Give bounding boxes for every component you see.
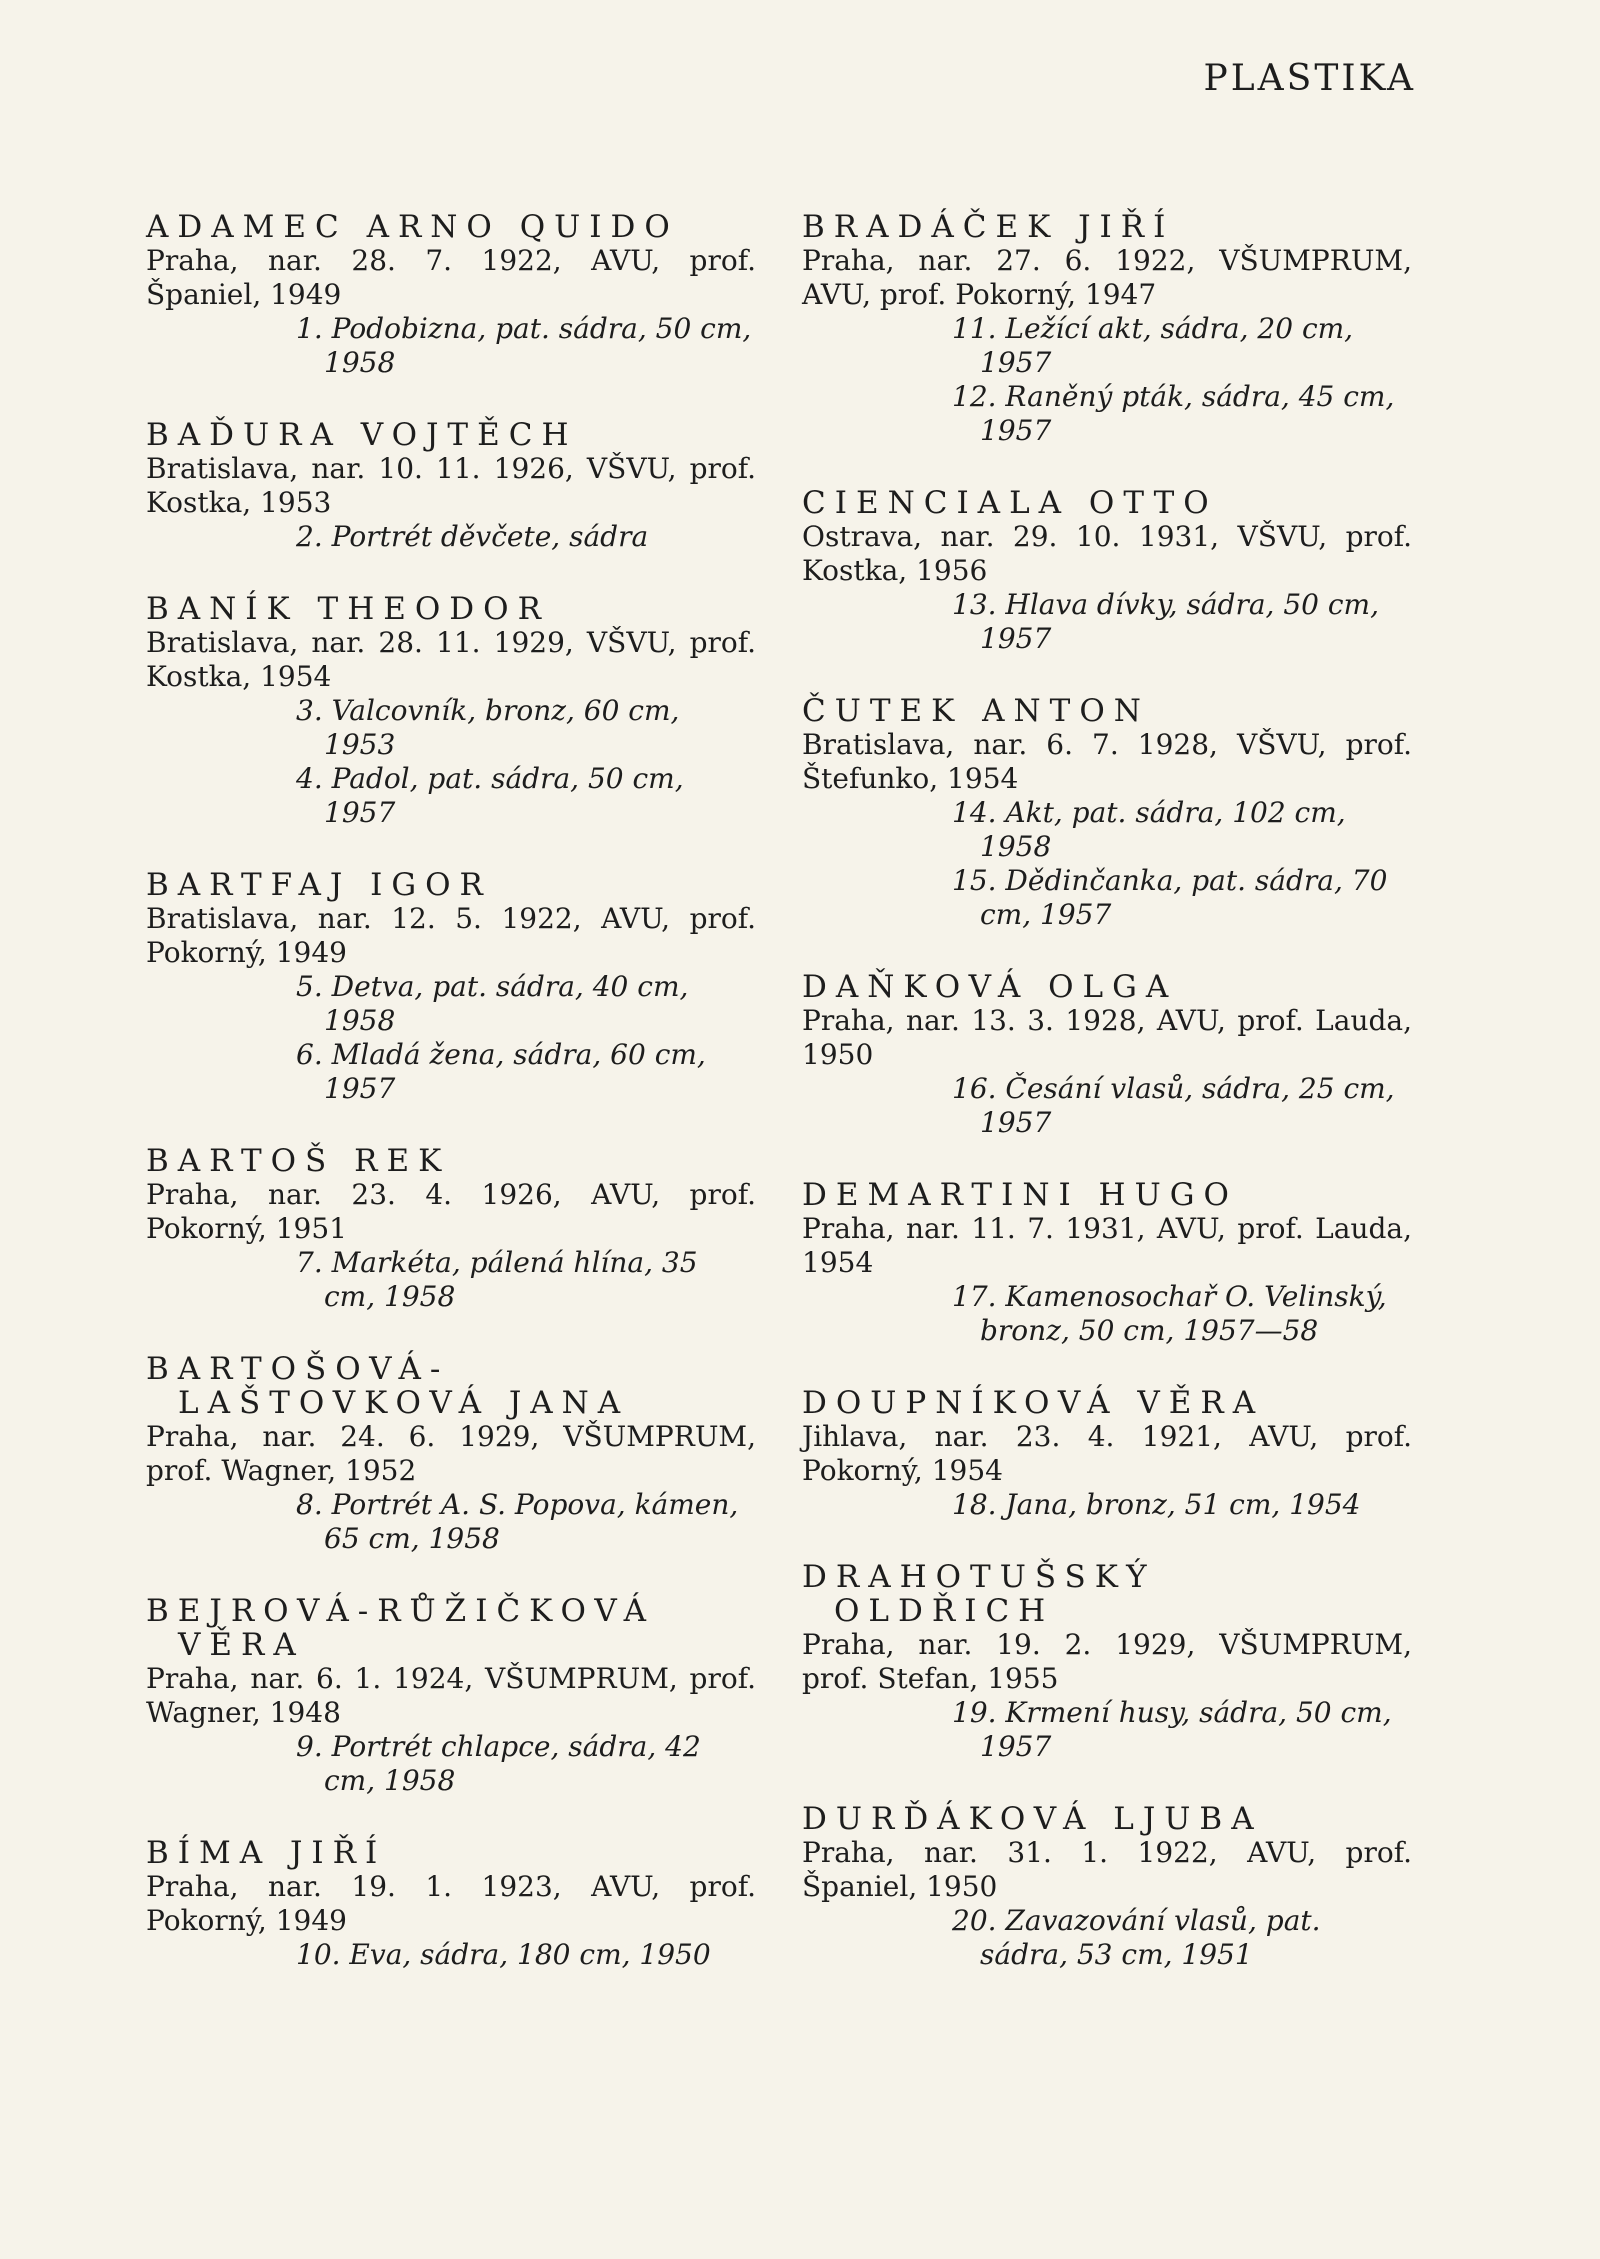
artist-entry — [146, 1352, 756, 1556]
artwork-item: 14. Akt, pat. sádra, 102 cm, 1958 — [952, 796, 1346, 863]
artwork-item: 20. Zavazování vlasů, pat. sádra, 53 cm, 1951 — [952, 1904, 1321, 1971]
artist-bio: Bratislava, nar. 12. 5. 1922, AVU, prof. Pokorný, 1949 — [146, 902, 756, 969]
artist-name-line: BAĎURA VOJTĚCH — [146, 417, 578, 453]
artwork-item: 2. Portrét děvčete, sádra — [296, 520, 649, 553]
artist-entry — [146, 210, 756, 380]
artwork-item: 18. Jana, bronz, 51 cm, 1954 — [952, 1488, 1361, 1521]
artist-entry — [146, 868, 756, 1106]
artist-bio: Bratislava, nar. 6. 7. 1928, VŠVU, prof. Štefunko, 1954 — [802, 728, 1412, 795]
artist-name-line: BARTOŠOVÁ- — [146, 1351, 450, 1387]
artist-entry — [146, 1594, 756, 1798]
artist-name-line: BARTOŠ REK — [146, 1143, 451, 1179]
artist-name-line: CIENCIALA OTTO — [802, 485, 1218, 521]
artist-entry — [802, 1802, 1412, 1972]
artist-name-line: BARTFAJ IGOR — [146, 867, 492, 903]
artist-name-line: DRAHOTUŠSKÝ — [802, 1559, 1156, 1595]
artist-bio: Praha, nar. 31. 1. 1922, AVU, prof. Španiel, 1950 — [802, 1836, 1412, 1903]
artist-name-line: DOUPNÍKOVÁ VĚRA — [802, 1385, 1265, 1421]
artist-name-line: ADAMEC ARNO QUIDO — [146, 209, 679, 245]
artist-name — [802, 970, 1412, 1004]
artist-bio: Praha, nar. 19. 1. 1923, AVU, prof. Pokorný, 1949 — [146, 1870, 756, 1937]
artist-name — [802, 1560, 1412, 1628]
artwork-item: 8. Portrét A. S. Popova, kámen, 65 cm, 1958 — [296, 1488, 739, 1555]
artwork-item: 11. Ležící akt, sádra, 20 cm, 1957 — [952, 312, 1354, 379]
artwork-item: 15. Dědinčanka, pat. sádra, 70 cm, 1957 — [952, 864, 1388, 931]
artist-entry — [146, 418, 756, 554]
artwork-item: 9. Portrét chlapce, sádra, 42 cm, 1958 — [296, 1730, 701, 1797]
artist-bio: Ostrava, nar. 29. 10. 1931, VŠVU, prof. Kostka, 1956 — [802, 520, 1412, 587]
page-header: PLASTIKA — [1203, 58, 1416, 99]
artist-entry — [146, 592, 756, 830]
artist-name-line: BÍMA JIŘÍ — [146, 1835, 387, 1871]
artist-bio: Praha, nar. 24. 6. 1929, VŠUMPRUM, prof. Wagner, 1952 — [146, 1420, 756, 1487]
artwork-item: 19. Krmení husy, sádra, 50 cm, 1957 — [952, 1696, 1392, 1763]
artist-name — [802, 694, 1412, 728]
artist-name-line: ČUTEK ANTON — [802, 693, 1150, 729]
artwork-item: 17. Kamenosochař O. Velinský, bronz, 50 cm, 1957—58 — [952, 1280, 1387, 1347]
artist-name-line: DAŇKOVÁ OLGA — [802, 969, 1178, 1005]
artist-name-line: BRADÁČEK JIŘÍ — [802, 209, 1175, 245]
artist-name — [802, 1802, 1412, 1836]
artist-name — [802, 486, 1412, 520]
artist-entry — [802, 486, 1412, 656]
artist-bio: Jihlava, nar. 23. 4. 1921, AVU, prof. Pokorný, 1954 — [802, 1420, 1412, 1487]
artist-name — [146, 1352, 756, 1420]
artist-name-line-2: VĚRA — [178, 1627, 305, 1663]
artwork-item: 3. Valcovník, bronz, 60 cm, 1953 — [296, 694, 680, 761]
artwork-item: 5. Detva, pat. sádra, 40 cm, 1958 — [296, 970, 689, 1037]
artist-bio: Bratislava, nar. 28. 11. 1929, VŠVU, prof. Kostka, 1954 — [146, 626, 756, 693]
right-column — [802, 210, 1412, 2010]
artist-name-line: DEMARTINI HUGO — [802, 1177, 1238, 1213]
artwork-item: 16. Česání vlasů, sádra, 25 cm, 1957 — [952, 1072, 1395, 1139]
artist-bio: Praha, nar. 13. 3. 1928, AVU, prof. Lauda, 1950 — [802, 1004, 1412, 1071]
artist-entry — [802, 210, 1412, 448]
artist-name-line: DURĎÁKOVÁ LJUBA — [802, 1801, 1263, 1837]
artist-entry — [146, 1836, 756, 1972]
artist-name-line: BEJROVÁ-RŮŽIČKOVÁ — [146, 1593, 656, 1629]
artwork-item: 6. Mladá žena, sádra, 60 cm, 1957 — [296, 1038, 706, 1105]
artwork-item: 13. Hlava dívky, sádra, 50 cm, 1957 — [952, 588, 1379, 655]
artist-name-line: BANÍK THEODOR — [146, 591, 550, 627]
artist-bio: Praha, nar. 19. 2. 1929, VŠUMPRUM, prof. Stefan, 1955 — [802, 1628, 1412, 1695]
artist-name — [146, 1144, 756, 1178]
artist-name — [146, 418, 756, 452]
artist-bio: Praha, nar. 6. 1. 1924, VŠUMPRUM, prof. Wagner, 1948 — [146, 1662, 756, 1729]
artist-bio: Bratislava, nar. 10. 11. 1926, VŠVU, prof. Kostka, 1953 — [146, 452, 756, 519]
artist-name-line-2: OLDŘICH — [834, 1593, 1055, 1629]
artist-name — [146, 592, 756, 626]
artist-name — [802, 1386, 1412, 1420]
artwork-item: 7. Markéta, pálená hlína, 35 cm, 1958 — [296, 1246, 698, 1313]
artist-entry — [802, 1178, 1412, 1348]
artist-name — [146, 1594, 756, 1662]
artwork-item: 1. Podobizna, pat. sádra, 50 cm, 1958 — [296, 312, 752, 379]
artist-bio: Praha, nar. 11. 7. 1931, AVU, prof. Lauda, 1954 — [802, 1212, 1412, 1279]
artist-bio: Praha, nar. 23. 4. 1926, AVU, prof. Pokorný, 1951 — [146, 1178, 756, 1245]
artist-bio: Praha, nar. 27. 6. 1922, VŠUMPRUM, AVU, prof. Pokorný, 1947 — [802, 244, 1412, 311]
artist-entry — [802, 1560, 1412, 1764]
artist-name-line-2: LAŠTOVKOVÁ JANA — [178, 1385, 630, 1421]
artist-bio: Praha, nar. 28. 7. 1922, AVU, prof. Španiel, 1949 — [146, 244, 756, 311]
artist-name — [802, 1178, 1412, 1212]
artist-entry — [146, 1144, 756, 1314]
artwork-item: 10. Eva, sádra, 180 cm, 1950 — [296, 1938, 711, 1971]
artwork-item: 12. Raněný pták, sádra, 45 cm, 1957 — [952, 380, 1395, 447]
artist-name — [146, 210, 756, 244]
artist-name — [146, 868, 756, 902]
left-column — [146, 210, 756, 2010]
artist-entry — [802, 1386, 1412, 1522]
artist-name — [802, 210, 1412, 244]
artist-name — [146, 1836, 756, 1870]
artist-entry — [802, 694, 1412, 932]
artist-entry — [802, 970, 1412, 1140]
artwork-item: 4. Padol, pat. sádra, 50 cm, 1957 — [296, 762, 684, 829]
